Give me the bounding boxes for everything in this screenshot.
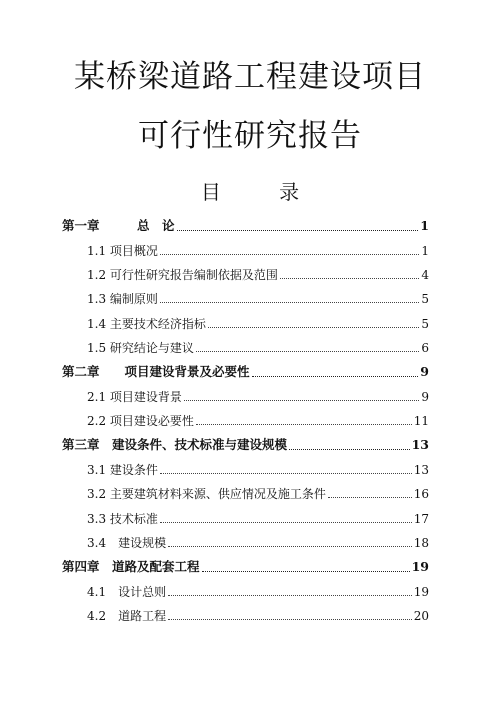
toc-leader-dots bbox=[252, 376, 419, 377]
toc-entry-page: 5 bbox=[421, 292, 429, 306]
toc-entry-page: 18 bbox=[413, 536, 429, 550]
toc-leader-dots bbox=[160, 473, 412, 474]
toc-entry-page: 4 bbox=[421, 268, 429, 282]
toc-entry-page: 6 bbox=[421, 341, 429, 355]
toc-leader-dots bbox=[202, 571, 410, 572]
toc-leader-dots bbox=[168, 595, 412, 596]
toc-entry-section-1-4[interactable] bbox=[87, 318, 429, 330]
toc-entry-label: 1.1 项目概况 bbox=[87, 244, 158, 258]
toc-entry-label: 3.4 建设规模 bbox=[87, 536, 167, 550]
toc-entry-page: 19 bbox=[411, 559, 429, 574]
toc-entry-page: 1 bbox=[421, 244, 429, 258]
toc-entry-chapter-4[interactable] bbox=[62, 561, 429, 574]
toc-entry-label: 3.1 建设条件 bbox=[87, 463, 158, 477]
toc-entry-chapter-3[interactable] bbox=[62, 439, 429, 452]
toc-entry-label: 第四章 道路及配套工程 bbox=[62, 559, 200, 574]
toc-entry-section-3-1[interactable] bbox=[87, 464, 429, 476]
toc-heading: 目 录 bbox=[200, 180, 326, 204]
toc-entry-label: 2.2 项目建设必要性 bbox=[87, 414, 194, 428]
toc-entry-label: 1.4 主要技术经济指标 bbox=[87, 317, 206, 331]
toc-entry-label: 第一章 总 论 bbox=[62, 218, 175, 233]
toc-entry-label: 第二章 项目建设背景及必要性 bbox=[62, 364, 250, 379]
toc-entry-section-4-1[interactable] bbox=[87, 586, 429, 598]
toc-entry-section-1-1[interactable] bbox=[87, 245, 429, 257]
toc-entry-section-3-3[interactable] bbox=[87, 513, 429, 525]
toc-leader-dots bbox=[160, 302, 419, 303]
toc-entry-label: 3.2 主要建筑材料来源、供应情况及施工条件 bbox=[87, 487, 326, 501]
toc-entry-page: 19 bbox=[413, 585, 429, 599]
toc-entry-label: 2.1 项目建设背景 bbox=[87, 390, 182, 404]
document-title-line2: 可行性研究报告 bbox=[138, 118, 362, 154]
toc-entry-section-3-2[interactable] bbox=[87, 488, 429, 500]
toc-leader-dots bbox=[280, 278, 419, 279]
toc-leader-dots bbox=[328, 497, 412, 498]
toc-leader-dots bbox=[196, 351, 419, 352]
toc-entry-section-3-4[interactable] bbox=[87, 537, 429, 549]
toc-leader-dots bbox=[160, 522, 412, 523]
toc-entry-chapter-1[interactable] bbox=[62, 220, 429, 233]
toc-leader-dots bbox=[289, 449, 410, 450]
document-title-line1: 某桥梁道路工程建设项目 bbox=[74, 59, 426, 95]
toc-entry-label: 1.2 可行性研究报告编制依据及范围 bbox=[87, 268, 278, 282]
toc-leader-dots bbox=[184, 400, 419, 401]
toc-entry-label: 1.3 编制原则 bbox=[87, 292, 158, 306]
toc-entry-label: 第三章 建设条件、技术标准与建设规模 bbox=[62, 437, 288, 452]
toc-entry-page: 9 bbox=[420, 364, 429, 379]
toc-entry-section-1-2[interactable] bbox=[87, 269, 429, 281]
toc-entry-page: 1 bbox=[420, 218, 429, 233]
toc-entry-section-1-5[interactable] bbox=[87, 342, 429, 354]
toc-entry-page: 13 bbox=[413, 463, 429, 477]
toc-leader-dots bbox=[168, 546, 412, 547]
toc-leader-dots bbox=[177, 230, 419, 231]
toc-leader-dots bbox=[168, 619, 412, 620]
toc-entry-section-4-2[interactable] bbox=[87, 610, 429, 622]
toc-entry-page: 16 bbox=[413, 487, 429, 501]
toc-entry-page: 9 bbox=[421, 390, 429, 404]
toc-entry-page: 5 bbox=[421, 317, 429, 331]
toc-entry-page: 13 bbox=[411, 437, 429, 452]
toc-entry-label: 4.2 道路工程 bbox=[87, 609, 167, 623]
toc-entry-page: 11 bbox=[413, 414, 429, 428]
toc-entry-section-2-2[interactable] bbox=[87, 415, 429, 427]
toc-entry-label: 3.3 技术标准 bbox=[87, 512, 158, 526]
toc-leader-dots bbox=[196, 424, 412, 425]
toc-entry-chapter-2[interactable] bbox=[62, 366, 429, 379]
toc-leader-dots bbox=[208, 327, 419, 328]
toc-entry-section-1-3[interactable] bbox=[87, 293, 429, 305]
toc-entry-label: 4.1 设计总则 bbox=[87, 585, 167, 599]
toc-entry-section-2-1[interactable] bbox=[87, 391, 429, 403]
toc-entry-label: 1.5 研究结论与建议 bbox=[87, 341, 194, 355]
toc-entry-page: 17 bbox=[413, 512, 429, 526]
toc-entry-page: 20 bbox=[413, 609, 429, 623]
toc-leader-dots bbox=[160, 254, 419, 255]
